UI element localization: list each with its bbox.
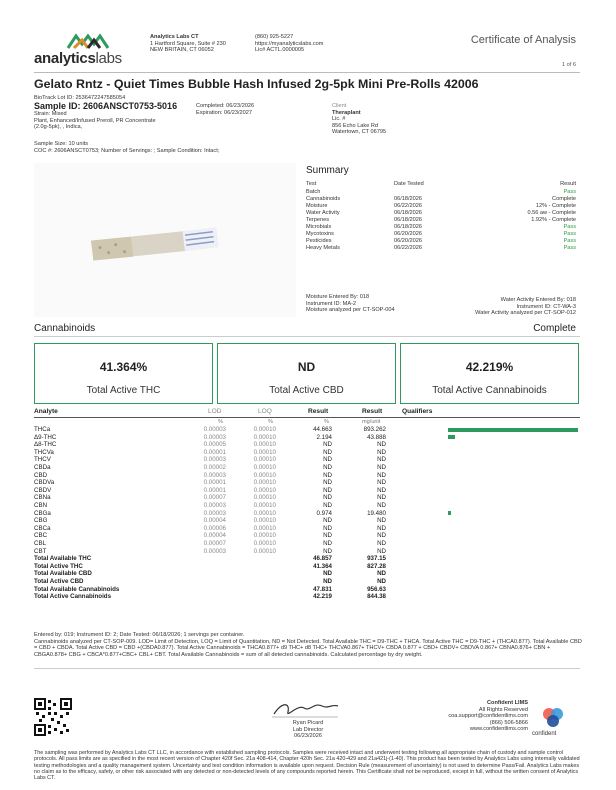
summary-date: 06/22/2026: [394, 245, 422, 251]
sample-id: Sample ID: 2606ANSCT0753-5016: [34, 101, 178, 111]
analyte-loq: 0.00010: [253, 540, 276, 547]
table-row: [34, 472, 580, 479]
summary-row: [306, 245, 576, 252]
lims-info: Confident LIMS All Rights Reserved coa.support@confidentlims.com (866) 506-5866 www.confidentlims.com: [418, 700, 528, 733]
summary-row: [306, 210, 576, 217]
table-row: [34, 449, 580, 456]
summary-test: Moisture: [306, 203, 328, 209]
analyte-lod: 0.00003: [203, 471, 226, 479]
analyte-lod: 0.00006: [203, 524, 226, 532]
analyte-mg: ND: [377, 502, 386, 509]
summary-header: Test Date Tested Result: [306, 181, 576, 187]
analyte-percent: ND: [323, 471, 332, 479]
analyte-mg: 893.262: [363, 426, 386, 433]
summary-date: 06/18/2026: [394, 196, 422, 202]
analyte-lod: 0.00003: [203, 502, 226, 509]
analyte-lod: 0.00004: [203, 517, 226, 525]
summary-test: Terpenes: [306, 217, 330, 223]
total-percent: 46.857: [313, 555, 332, 563]
stat-value: ND: [297, 360, 316, 374]
lab-contact: (860) 925-5227 https://myanalyticslabs.com Lic# ACTL.0000005: [255, 34, 324, 54]
analyte-loq: 0.00010: [253, 494, 276, 502]
total-name: Total Active THC: [34, 562, 83, 570]
analyte-bar: [448, 435, 455, 439]
total-percent: ND: [323, 578, 332, 585]
summary-test: Mycotoxins: [306, 231, 334, 237]
total-active-thc-box: [34, 343, 213, 404]
product-title: Gelato Rntz - Quiet Times Bubble Hash Infused 2g-5pk Mini Pre-Rolls 42006: [34, 77, 479, 91]
summary-date: 06/18/2026: [394, 210, 422, 216]
analyte-name: CBD: [34, 471, 48, 479]
total-row: [34, 578, 580, 585]
analyte-bar: [448, 511, 451, 515]
analyte-percent: ND: [323, 486, 332, 494]
analyte-lod: 0.00005: [203, 441, 226, 449]
total-active-cannabinoids-box: [400, 343, 579, 404]
document-title: Certificate of Analysis: [470, 34, 576, 46]
summary-date: 06/20/2026: [394, 231, 422, 237]
analyte-percent: ND: [323, 502, 332, 509]
analyte-loq: 0.00010: [253, 471, 276, 479]
total-percent: 47.831: [313, 585, 332, 593]
analyte-lod: 0.00003: [203, 547, 226, 555]
summary-test: Pesticides: [306, 238, 332, 244]
stat-label: Total Active Cannabinoids: [432, 385, 547, 396]
table-row: [34, 464, 580, 471]
total-mg: 844.38: [367, 593, 386, 601]
analyte-lod: 0.00003: [203, 509, 226, 517]
analyte-percent: ND: [323, 464, 332, 471]
stat-value: 42.219%: [465, 360, 514, 374]
table-row: [34, 494, 580, 501]
analyte-name: CBDa: [34, 464, 51, 471]
total-mg: 937.15: [367, 555, 386, 563]
summary-test: Batch: [306, 189, 321, 195]
table-row: [34, 434, 580, 441]
table-row: [34, 548, 580, 555]
analyte-name: CBN: [34, 502, 48, 509]
sample-size: Sample Size: 10 units COC #: 2606ANSCT0753; Number of Servings: ; Sample Condition: Intact;: [34, 141, 220, 154]
analyte-mg: ND: [377, 464, 386, 471]
analyte-loq: 0.00010: [253, 456, 276, 464]
analyte-mg: ND: [377, 456, 386, 464]
signatory: Ryan Picard Lab Director 06/23/2026: [292, 720, 324, 740]
analyte-loq: 0.00010: [253, 441, 276, 449]
analyte-mg: ND: [377, 441, 386, 449]
summary-date: 06/18/2026: [394, 224, 422, 230]
summary-row: [306, 224, 576, 231]
lims-website-link[interactable]: www.confidentlims.com: [469, 726, 528, 733]
analyte-name: THCa: [34, 426, 51, 433]
divider: [34, 668, 580, 669]
summary-test: Cannabinoids: [306, 196, 341, 202]
summary-result: Pass: [563, 189, 576, 195]
summary-title: Summary: [306, 165, 349, 176]
table-row: [34, 456, 580, 463]
analyte-percent: 44.663: [313, 426, 332, 433]
analyte-lod: 0.00007: [203, 540, 226, 547]
table-row: [34, 487, 580, 494]
analyte-mg: ND: [377, 471, 386, 479]
total-row: [34, 555, 580, 562]
analyte-loq: 0.00010: [253, 532, 276, 540]
total-row: [34, 570, 580, 577]
strain-info: Strain: Mixed Plant, Enhanced/Infused Preroll, PR Concentrate (2.0g-5pk), , Indica,: [34, 111, 156, 131]
divider: [34, 72, 580, 73]
analyte-lod: 0.00002: [203, 464, 226, 471]
summary-result: Pass: [563, 224, 576, 230]
analyte-name: CBT: [34, 547, 47, 555]
summary-result: Pass: [563, 245, 576, 251]
analyte-loq: 0.00010: [253, 547, 276, 555]
analyte-name: CBNa: [34, 494, 51, 502]
analyte-lod: 0.00007: [203, 494, 226, 502]
analyte-percent: ND: [323, 448, 332, 456]
analyte-name: CBGa: [34, 509, 51, 517]
cannabinoids-title: Cannabinoids: [34, 323, 96, 334]
analyte-percent: ND: [323, 524, 332, 532]
summary-row: [306, 231, 576, 238]
total-mg: 956.63: [367, 585, 386, 593]
stat-label: Total Active THC: [86, 385, 161, 396]
analyte-mg: ND: [377, 517, 386, 525]
client-info: Client Theraplant Lic. # 856 Echo Lake Rd Watertown, CT 06795: [332, 103, 387, 136]
total-name: Total Available Cannabinoids: [34, 585, 120, 593]
summary-test: Heavy Metals: [306, 245, 340, 251]
moisture-info: Moisture Entered By: 018 Instrument ID: MA-2 Moisture analyzed per CT-SOP-004: [306, 294, 395, 314]
qr-code-icon[interactable]: [34, 698, 72, 736]
summary-result: Complete: [552, 196, 576, 202]
total-name: Total Active CBD: [34, 578, 84, 585]
table-row: [34, 540, 580, 547]
analyte-mg: ND: [377, 524, 386, 532]
page-number: 1 of 6: [562, 62, 576, 68]
summary-row: [306, 238, 576, 245]
lab-address: Analytics Labs CT 1 Hartford Square, Suite # 230 NEW BRITAIN, CT 06052: [150, 34, 226, 54]
analyte-name: CBDV: [34, 486, 52, 494]
summary-date: 06/20/2026: [394, 238, 422, 244]
analyte-name: CBDVa: [34, 479, 55, 487]
analyte-lod: 0.00003: [203, 433, 226, 441]
analyte-lod: 0.00001: [203, 486, 226, 494]
summary-result: 12% - Complete: [535, 203, 576, 209]
table-row: [34, 532, 580, 539]
total-row: [34, 586, 580, 593]
lab-website-link[interactable]: https://myanalyticslabs.com: [255, 40, 324, 47]
analyte-percent: 2.194: [316, 433, 332, 441]
total-mg: ND: [377, 570, 386, 578]
logo-wordmark: analyticslabs: [34, 50, 122, 67]
analyte-percent: ND: [323, 479, 332, 487]
lims-email-link[interactable]: coa.support@confidentlims.com: [448, 713, 528, 720]
summary-row: [306, 203, 576, 210]
total-name: Total Active Cannabinoids: [34, 593, 112, 601]
analyte-lod: 0.00003: [203, 456, 226, 464]
analyte-mg: ND: [377, 486, 386, 494]
analyte-mg: ND: [377, 479, 386, 487]
analyte-table-units: % % % mg/unit: [218, 419, 381, 425]
signature-icon: [268, 698, 342, 720]
analyte-loq: 0.00010: [253, 448, 276, 456]
summary-row: [306, 196, 576, 203]
analyte-bar: [448, 428, 578, 432]
total-row: [34, 563, 580, 570]
confident-wordmark: confident: [532, 731, 557, 737]
total-mg: ND: [377, 578, 386, 585]
summary-test: Water Activity: [306, 210, 340, 216]
analyte-loq: 0.00010: [253, 502, 276, 509]
analyte-table-header: Analyte LOD LOQ Result Result Qualifiers: [34, 407, 580, 418]
analyte-percent: ND: [323, 540, 332, 547]
analyte-mg: ND: [377, 494, 386, 502]
analyte-lod: 0.00004: [203, 532, 226, 540]
stat-label: Total Active CBD: [269, 385, 344, 396]
analyte-loq: 0.00010: [253, 479, 276, 487]
total-row: [34, 593, 580, 600]
analyte-name: Δ8-THC: [34, 441, 57, 449]
analyte-loq: 0.00010: [253, 464, 276, 471]
total-name: Total Available CBD: [34, 570, 92, 578]
analyte-name: Δ9-THC: [34, 433, 57, 441]
analyte-loq: 0.00010: [253, 509, 276, 517]
summary-date: 06/22/2026: [394, 203, 422, 209]
cannabinoids-status: Complete: [533, 323, 576, 334]
table-row: [34, 510, 580, 517]
confident-logo-icon: [540, 705, 566, 731]
stat-value: 41.364%: [99, 360, 148, 374]
analyte-loq: 0.00010: [253, 524, 276, 532]
analyte-name: CBCa: [34, 524, 51, 532]
method-footnote: Entered by: 019; Instrument ID: 2; Date Tested: 06/18/2026; 1 servings per container. Cannabinoids analyzed per CT-SOP-009. LOD= Limit of Detection, LOQ = Limit of Quantitation, ND = Not Detected. Total Available THC = D9-THC + THCA. Total Active THC = D9-THC + (THCA0.877). Total Available CBD = CBD + CBDA. Total Active CBD = CBD +(CBDA0.877). Total Active Cannabinoids = THCA0.877+ d9 THC+ d8 THC+ THCVA0.867+ THCV+ CBDA 0.877 + CBD+ CBDV+ CBDVA 0.867+ CBNA0.876+ CBN + CBGA0.878+ CBG + CBCA*0.877+CBC+ CBL+ CBT. Total Available Cannabinoids = sum of all detected cannabinoids. Calculated percentage by dry weight.: [34, 632, 582, 658]
analyte-mg: 43.888: [367, 433, 386, 441]
analyte-lod: 0.00001: [203, 479, 226, 487]
analyte-mg: ND: [377, 532, 386, 540]
total-name: Total Available THC: [34, 555, 92, 563]
analyte-percent: ND: [323, 547, 332, 555]
analyte-loq: 0.00010: [253, 433, 276, 441]
summary-result: Pass: [563, 238, 576, 244]
analyte-name: THCVa: [34, 448, 54, 456]
analyte-lod: 0.00001: [203, 448, 226, 456]
table-row: [34, 479, 580, 486]
biotrack-lot: BioTrack Lot ID: 2536472247585054: [34, 95, 126, 101]
summary-result: 0.56 aw - Complete: [527, 210, 576, 216]
summary-row: [306, 189, 576, 196]
total-percent: 42.219: [313, 593, 332, 601]
analyte-percent: ND: [323, 456, 332, 464]
total-percent: 41.364: [313, 562, 332, 570]
analyte-mg: ND: [377, 448, 386, 456]
analyte-loq: 0.00010: [253, 426, 276, 433]
table-row: [34, 441, 580, 448]
product-photo: [34, 163, 296, 317]
disclaimer: The sampling was performed by Analytics Labs CT LLC, in accordance with established sampling protocols. Samples were received intact and underwent testing following all appropriate chain of custody and sample control protocols. All pass limits are as specified in the most recent version of Chapter 420f Sec. 21a 408-414, Chapter 420h Sec. 21a 420-429 and 21a421j-(1-40). This product has been tested by Analytics Labs using internally validated testing methodologies and a quality management system. Uncertainty and test condition information is available upon request. Decision Rule (measurement of uncertainty) is not used to determine Pass/Fail. Analytics Labs makes no claim as to the efficacy, safety, or other risk associated with any detected or non-detected levels of any compounds reported herein. This Certificate shall not be reproduced, except in full, without the written consent of Analytics Labs CT.: [34, 750, 580, 782]
analyte-percent: ND: [323, 441, 332, 449]
analyte-loq: 0.00010: [253, 486, 276, 494]
summary-date: 06/18/2026: [394, 217, 422, 223]
analyte-lod: 0.00003: [203, 426, 226, 433]
analyte-mg: ND: [377, 540, 386, 547]
summary-result: Pass: [563, 231, 576, 237]
analyte-name: CBC: [34, 532, 48, 540]
table-row: [34, 502, 580, 509]
divider: [34, 336, 580, 337]
summary-result: 1.92% - Complete: [531, 217, 576, 223]
analyte-name: THCV: [34, 456, 51, 464]
summary-test: Microbials: [306, 224, 332, 230]
analyte-mg: ND: [377, 547, 386, 555]
summary-row: [306, 217, 576, 224]
total-percent: ND: [323, 570, 332, 578]
analyte-loq: 0.00010: [253, 517, 276, 525]
table-row: [34, 525, 580, 532]
total-active-cbd-box: [217, 343, 396, 404]
analyte-percent: ND: [323, 494, 332, 502]
sample-dates: Completed: 06/23/2026 Expiration: 06/23/2027: [196, 103, 255, 116]
water-activity-info: Water Activity Entered By: 018 Instrument ID: CT-WA-3 Water Activity analyzed per CT-SOP-012: [475, 297, 576, 317]
analyte-percent: 0.974: [316, 509, 332, 517]
analyte-name: CBG: [34, 517, 48, 525]
analyte-mg: 19.480: [367, 509, 386, 517]
analyte-percent: ND: [323, 517, 332, 525]
analyte-percent: ND: [323, 532, 332, 540]
table-row: [34, 517, 580, 524]
total-mg: 827.28: [367, 562, 386, 570]
analyte-name: CBL: [34, 540, 47, 547]
